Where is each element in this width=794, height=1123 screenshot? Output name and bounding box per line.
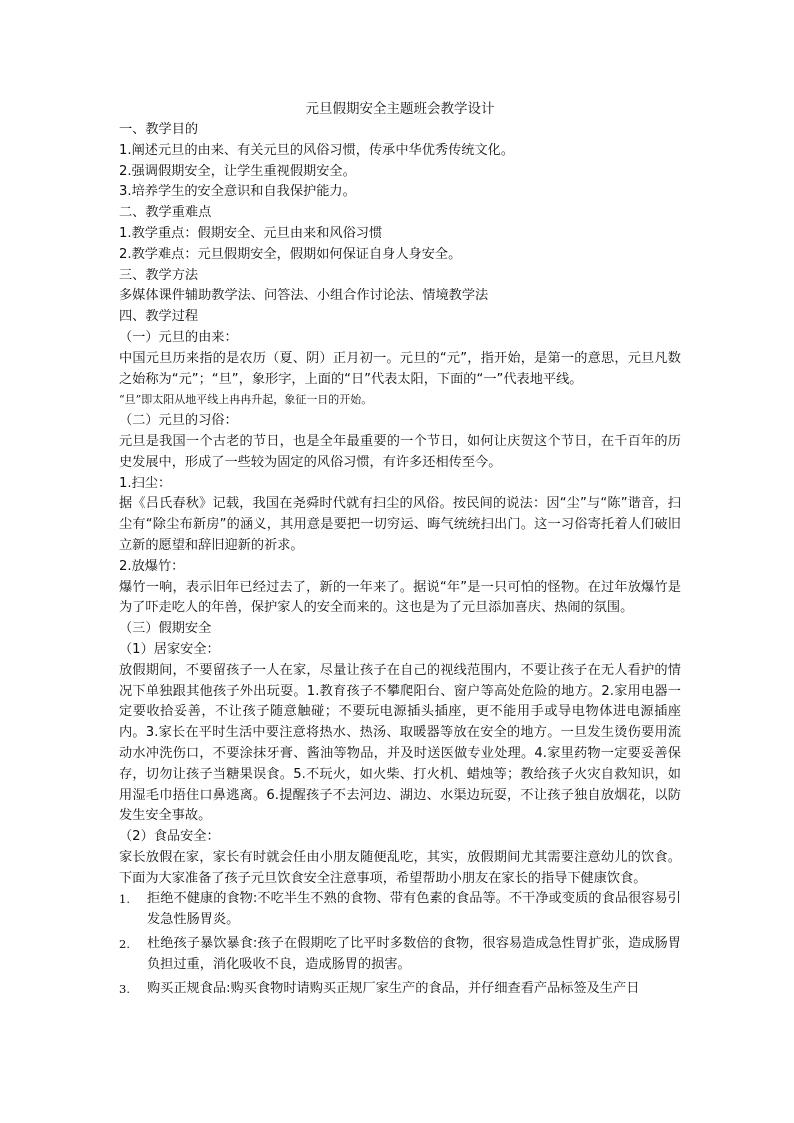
paragraph: 中国元旦历来指的是农历（夏、阴）正月初一。元旦的“元”，指开始，是第一的意思，元旦凡数之始称为“元”；“旦”，象形字，上面的“日”代表太阳，下面的“一”代表地平线。 bbox=[119, 350, 681, 387]
text-line: （一）元旦的由来： bbox=[119, 329, 238, 345]
list-item bbox=[119, 889, 681, 931]
text-line: （二）元旦的习俗： bbox=[119, 413, 238, 429]
text-line: 2.教学难点：元旦假期安全，假期如何保证自身人身安全。 bbox=[119, 246, 462, 262]
text-line: 二、教学重难点 bbox=[119, 205, 212, 221]
list-item-number: 2. bbox=[119, 937, 130, 952]
text-line: 四、教学过程 bbox=[119, 309, 199, 325]
list-item-text: 杜绝孩子暴饮暴食:孩子在假期吃了比平时多数倍的食物，很容易造成急性胃扩张，造成肠胃负担过重，消化吸收不良，造成肠胃的损害。 bbox=[147, 936, 681, 972]
note-line: “旦”即太阳从地平线上冉冉升起，象征一日的开始。 bbox=[119, 393, 373, 407]
list-item bbox=[119, 979, 681, 1000]
text-line: （三）假期安全 bbox=[119, 621, 212, 637]
list-item bbox=[119, 934, 681, 976]
paragraph: 据《吕氏春秋》记载，我国在尧舜时代就有扫尘的风俗。按民间的说法：因“尘”与“陈”谐音，扫尘有“除尘布新房”的涵义，其用意是要把一切穷运、晦气统统扫出门。这一习俗寄托着人们破旧立新的愿望和辞旧迎新的祈求。 bbox=[119, 496, 681, 553]
text-line: （2）食品安全： bbox=[119, 829, 220, 845]
text-line: 1.扫尘： bbox=[119, 475, 172, 491]
text-line: 1.教学重点：假期安全、元旦由来和风俗习惯 bbox=[119, 225, 383, 241]
text-line: （1）居家安全： bbox=[119, 641, 220, 657]
paragraph: 元旦是我国一个古老的节日，也是全年最重要的一个节日，如何让庆贺这个节日，在千百年的历史发展中，形成了一些较为固定的风俗习惯，有许多还相传至今。 bbox=[119, 433, 681, 470]
text-line: 2.放爆竹： bbox=[119, 558, 185, 574]
document-title: 元旦假期安全主题班会教学设计 bbox=[305, 101, 495, 117]
text-line: 多媒体课件辅助教学法、问答法、小组合作讨论法、情境教学法 bbox=[119, 288, 489, 304]
text-line: 3.培养学生的安全意识和自我保护能力。 bbox=[119, 184, 356, 200]
list-item-text: 购买正规食品:购买食物时请购买正规厂家生产的食品，并仔细查看产品标签及生产日 bbox=[147, 980, 640, 996]
list-item-number: 3. bbox=[119, 981, 130, 996]
list-item-text: 拒绝不健康的食物:不吃半生不熟的食物、带有色素的食品等。不干净或变质的食品很容易引发急性肠胃炎。 bbox=[147, 891, 681, 928]
paragraph: 爆竹一响，表示旧年已经过去了，新的一年来了。据说“年”是一只可怕的怪物。在过年放爆竹是为了吓走吃人的年兽，保护家人的安全而来的。这也是为了元旦添加喜庆、热闹的氛围。 bbox=[119, 579, 681, 616]
text-line: 三、教学方法 bbox=[119, 267, 199, 283]
paragraph: 放假期间，不要留孩子一人在家，尽量让孩子在自己的视线范围内，不要让孩子在无人看护的情况下单独跟其他孩子外出玩耍。1.教育孩子不攀爬阳台、窗户等高处危险的地方。2.家用电器一定要收拾妥善，不让孩子随意触碰；不要玩电源插头插座，更不能用手或导电物体进电源插座内。3.家长在平时生活中要注意将热水、热汤、取暖器等放在安全的地方。一旦发生烫伤要用流动水冲洗伤口，不要涂抹牙膏、酱油等物品，并及时送医做专业处理。4.家里药物一定要妥善保存，切勿让孩子当糖果误食。5.不玩火，如火柴、打火机、蜡烛等；教给孩子火灾自救知识，如用湿毛巾捂住口鼻逃离。6.提醒孩子不去河边、湖边、水渠边玩耍，不让孩子独自放烟花，以防发生安全事故。 bbox=[119, 662, 681, 824]
food-safety-list bbox=[119, 889, 681, 999]
text-line: 一、教学目的 bbox=[119, 122, 199, 137]
document-body bbox=[119, 120, 681, 889]
paragraph: 家长放假在家，家长有时就会任由小朋友随便乱吃，其实，放假期间尤其需要注意幼儿的饮食。下面为大家准备了孩子元旦饮食安全注意事项，希望帮助小朋友在家长的指导下健康饮食。 bbox=[119, 849, 681, 886]
document-page bbox=[119, 98, 681, 1002]
list-item-number: 1. bbox=[119, 892, 130, 907]
text-line: 2.强调假期安全，让学生重视假期安全。 bbox=[119, 163, 356, 179]
text-line: 1.阐述元旦的由来、有关元旦的风俗习惯，传承中华优秀传统文化。 bbox=[119, 142, 515, 158]
